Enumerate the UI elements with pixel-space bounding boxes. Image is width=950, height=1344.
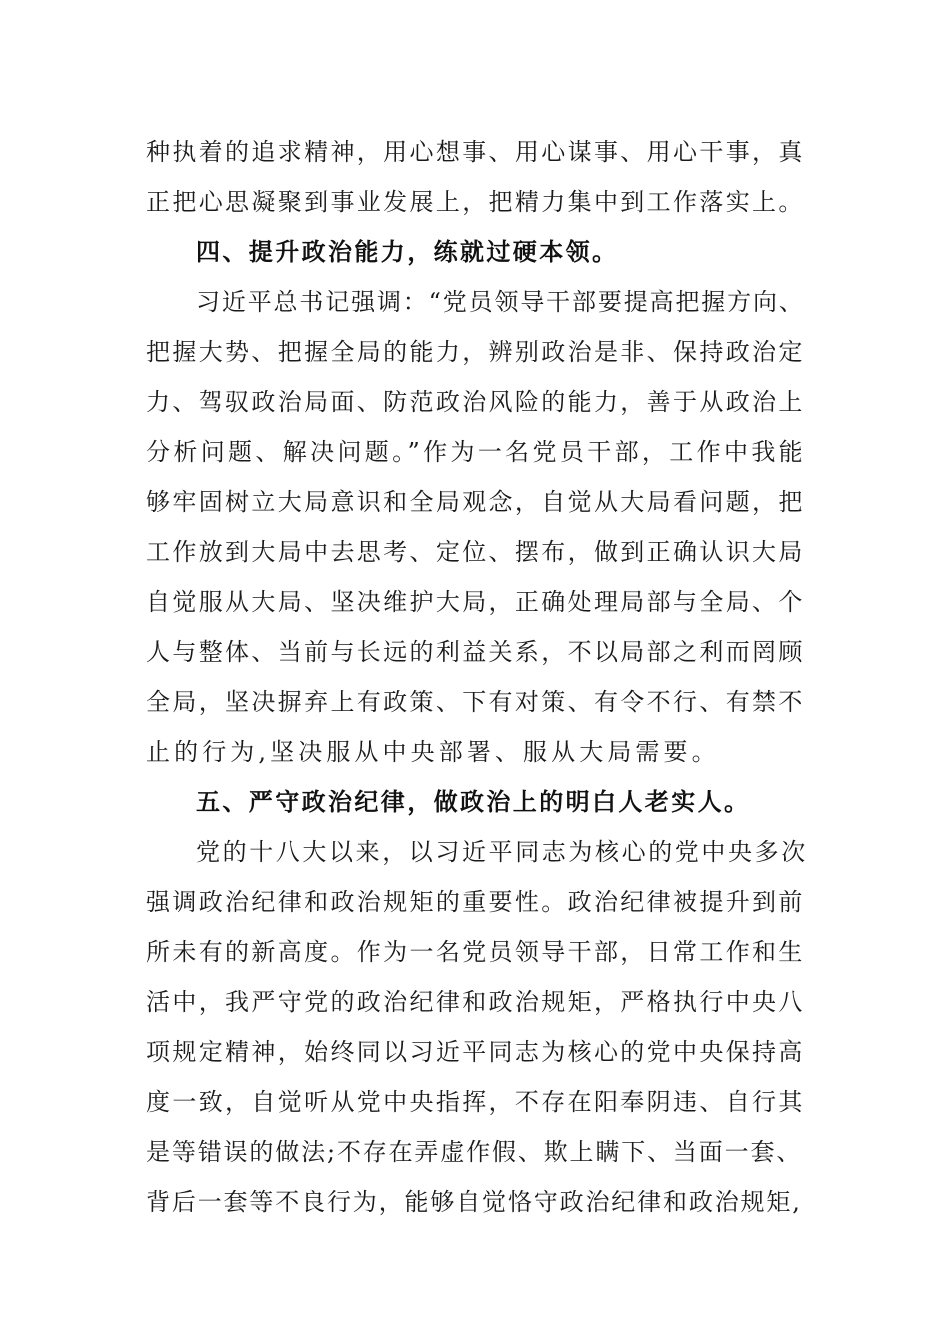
paragraph-line: 背后一套等不良行为，能够自觉恪守政治纪律和政治规矩,	[146, 1188, 802, 1216]
paragraph-line: 人与整体、当前与长远的利益关系，不以局部之利而罔顾	[146, 638, 805, 666]
section-heading-4: 四、提升政治能力，练就过硬本领。	[196, 238, 619, 266]
paragraph-line: 活中，我严守党的政治纪律和政治规矩，严格执行中央八	[146, 988, 805, 1016]
paragraph-line: 习近平总书记强调：“党员领导干部要提高把握方向、	[196, 288, 805, 316]
paragraph-line: 全局，坚决摒弃上有政策、下有对策、有令不行、有禁不	[146, 688, 805, 716]
paragraph-line: 度一致，自觉听从党中央指挥，不存在阳奉阴违、自行其	[146, 1088, 805, 1116]
paragraph-line: 种执着的追求精神，用心想事、用心谋事、用心干事，真	[146, 138, 805, 166]
section-heading-5: 五、严守政治纪律，做政治上的明白人老实人。	[196, 788, 751, 816]
paragraph-line: 力、驾驭政治局面、防范政治风险的能力，善于从政治上	[146, 388, 805, 416]
paragraph-line: 是等错误的做法;不存在弄虚作假、欺上瞒下、当面一套、	[146, 1138, 803, 1166]
paragraph-line: 项规定精神，始终同以习近平同志为核心的党中央保持高	[146, 1038, 805, 1066]
paragraph-line: 分析问题、解决问题。”作为一名党员干部，工作中我能	[146, 438, 807, 466]
paragraph-line: 强调政治纪律和政治规矩的重要性。政治纪律被提升到前	[146, 888, 805, 916]
paragraph-line: 所未有的新高度。作为一名党员领导干部，日常工作和生	[146, 938, 805, 966]
paragraph-line: 工作放到大局中去思考、定位、摆布，做到正确认识大局	[146, 538, 805, 566]
paragraph-line: 止的行为,坚决服从中央部署、服从大局需要。	[146, 738, 720, 766]
paragraph-line: 党的十八大以来，以习近平同志为核心的党中央多次	[196, 838, 808, 866]
paragraph-line: 自觉服从大局、坚决维护大局，正确处理局部与全局、个	[146, 588, 805, 616]
paragraph-line: 够牢固树立大局意识和全局观念，自觉从大局看问题，把	[146, 488, 805, 516]
paragraph-line: 把握大势、把握全局的能力，辨别政治是非、保持政治定	[146, 338, 805, 366]
paragraph-line: 正把心思凝聚到事业发展上，把精力集中到工作落实上。	[146, 188, 805, 216]
